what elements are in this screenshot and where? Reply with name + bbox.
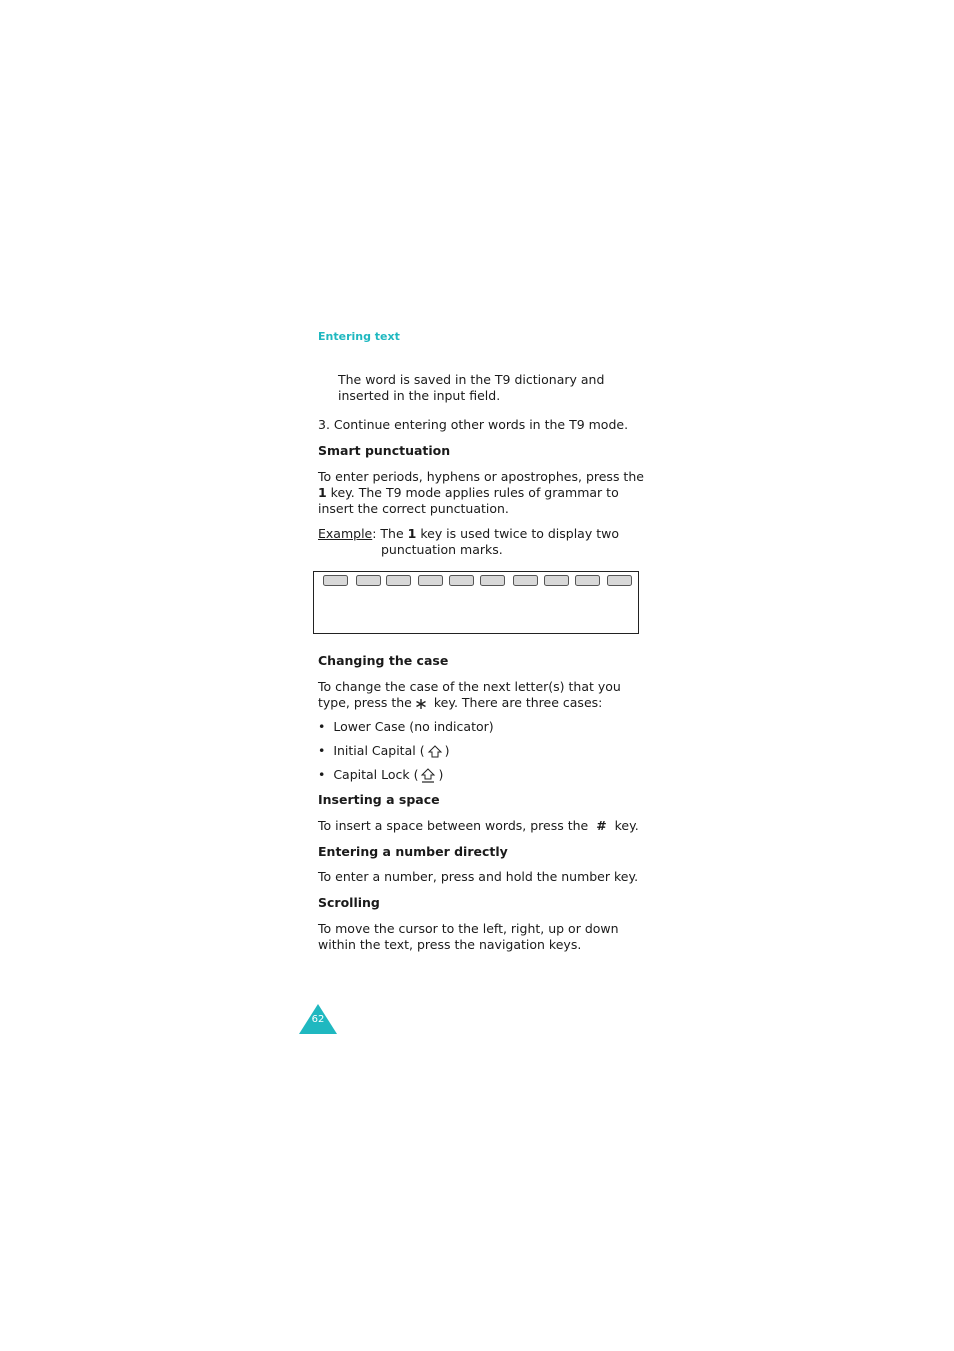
- intro-line-2: inserted in the input field.: [338, 388, 501, 403]
- page-number: 62: [311, 1014, 325, 1025]
- changing-case-heading: Changing the case: [318, 653, 449, 668]
- scroll-p1-line1: To move the cursor to the left, right, up or down: [318, 921, 619, 936]
- example-line1: Example: The 1 key is used twice to display two: [318, 526, 619, 541]
- key-sequence-box: [313, 571, 639, 634]
- example-line2: punctuation marks.: [381, 542, 503, 557]
- key-icon: [356, 575, 381, 586]
- smart-punctuation-heading: Smart punctuation: [318, 443, 451, 458]
- smart-p1-line1: To enter periods, hyphens or apostrophes, press the: [318, 469, 644, 484]
- smart-p1-line2: 1 key. The T9 mode applies rules of grammar to: [318, 485, 619, 500]
- step-3: 3. Continue entering other words in the T9 mode.: [318, 417, 629, 432]
- shift-arrow-icon: [425, 745, 445, 759]
- hash-key: #: [596, 818, 607, 833]
- key-icon: [544, 575, 569, 586]
- key-icon: [575, 575, 600, 586]
- smart-p1-line3: insert the correct punctuation.: [318, 501, 509, 516]
- section-label: Entering text: [318, 330, 400, 343]
- asterisk-icon: [412, 698, 430, 710]
- key-icon: [386, 575, 411, 586]
- number-directly-heading: Entering a number directly: [318, 844, 508, 859]
- key-1-bold: 1: [318, 485, 327, 500]
- key-icon: [323, 575, 348, 586]
- scrolling-heading: Scrolling: [318, 895, 380, 910]
- number-p1: To enter a number, press and hold the number key.: [318, 869, 639, 884]
- bullet-lower-case: • Lower Case (no indicator): [318, 719, 494, 734]
- key-icon: [449, 575, 474, 586]
- key-icon: [480, 575, 505, 586]
- key-icon: [607, 575, 632, 586]
- key-icon: [418, 575, 443, 586]
- inserting-space-heading: Inserting a space: [318, 792, 440, 807]
- page-number-badge: [298, 1003, 338, 1035]
- case-p1-line2: type, press the key. There are three cases:: [318, 695, 603, 710]
- shift-lock-icon: [418, 768, 438, 784]
- scroll-p1-line2: within the text, press the navigation keys.: [318, 937, 582, 952]
- bullet-initial-capital: • Initial Capital ( ): [318, 743, 450, 758]
- example-label: Example: [318, 526, 373, 541]
- case-p1-line1: To change the case of the next letter(s) that you: [318, 679, 621, 694]
- space-p1: To insert a space between words, press the # key.: [318, 818, 639, 833]
- key-icon: [513, 575, 538, 586]
- intro-line-1: The word is saved in the T9 dictionary and: [338, 372, 605, 387]
- bullet-capital-lock: • Capital Lock ( ): [318, 767, 444, 782]
